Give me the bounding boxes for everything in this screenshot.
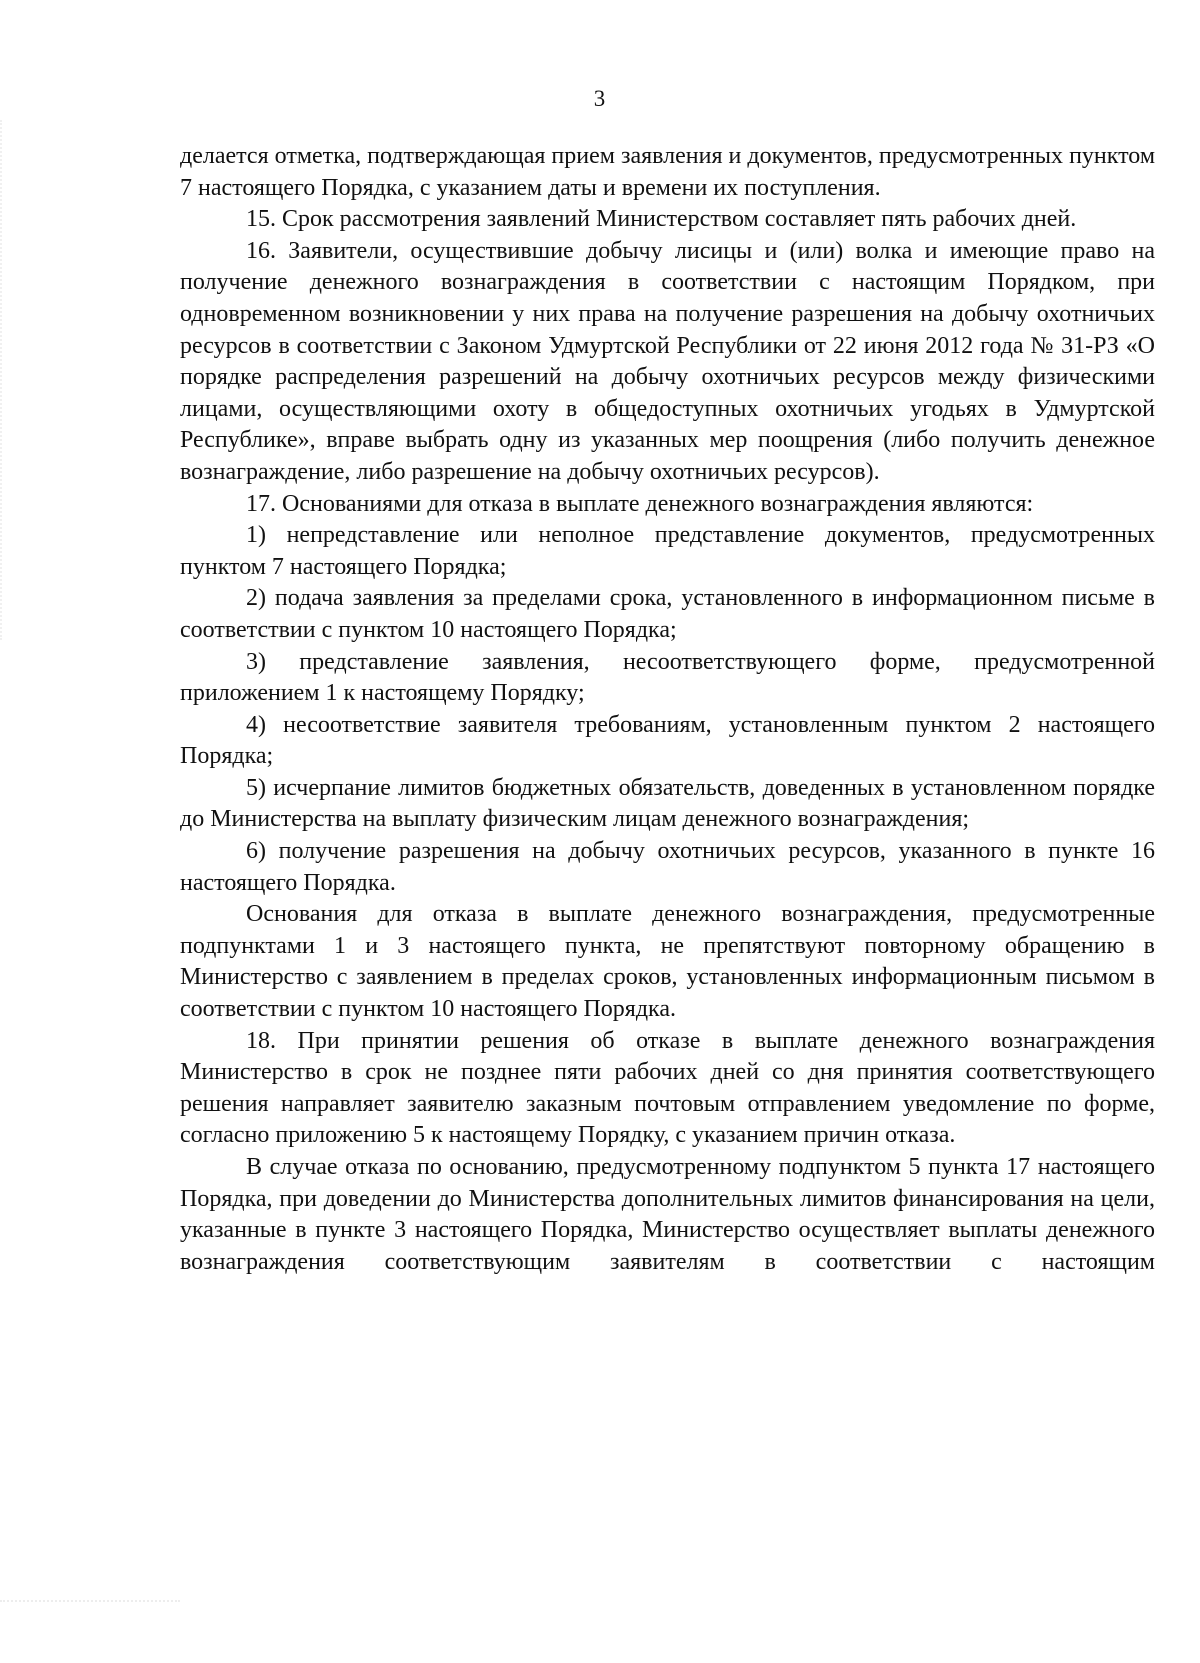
paragraph-clause-16: 16. Заявители, осуществившие добычу лисицы и (или) волка и имеющие право на получение денежного вознаграждения в соответствии с настоящим Порядком, при одновременном возникновении у них права на получение разрешения на добычу охотничьих ресурсов в соответствии с Законом Удмуртской Республики от 22 июня 2012 года № 31-РЗ «О порядке распределения разрешений на добычу охотничьих ресурсов между физическими лицами, осуществляющими охоту в общедоступных охотничьих угодьях в Удмуртской Республике», вправе выбрать одну из указанных мер поощрения (либо получить денежное вознаграждение, либо разрешение на добычу охотничьих ресурсов).	[180, 237, 1155, 485]
list-item-17-1: 1) непредставление или неполное представление документов, предусмотренных пунктом 7 настоящего Порядка;	[180, 522, 1155, 580]
document-body	[180, 141, 1155, 1278]
paragraph-continuation: делается отметка, подтверждающая прием заявления и документов, предусмотренных пунктом 7 настоящего Порядка, с указанием даты и времени их поступления.	[180, 143, 1155, 201]
scan-corner-noise	[0, 1600, 180, 1652]
paragraph-clause-17: 17. Основаниями для отказа в выплате денежного вознаграждения являются:	[246, 490, 1034, 517]
paragraph-clause-18: 18. При принятии решения об отказе в выплате денежного вознаграждения Министерство в срок не позднее пяти рабочих дней со дня принятия соответствующего решения направляет заявителю заказным почтовым отправлением уведомление по форме, согласно приложению 5 к настоящему Порядку, с указанием причин отказа.	[180, 1027, 1155, 1149]
list-item-17-5: 5) исчерпание лимитов бюджетных обязательств, доведенных в установленном порядке до Министерства на выплату физическим лицам денежного вознаграждения;	[180, 774, 1155, 833]
paragraph-clause-15: 15. Срок рассмотрения заявлений Министерством составляет пять рабочих дней.	[246, 206, 1077, 233]
list-item-17-6: 6) получение разрешения на добычу охотничьих ресурсов, указанного в пункте 16 настоящего Порядка.	[180, 838, 1155, 896]
page-number: 3	[593, 86, 607, 111]
paragraph-clause-17-note: Основания для отказа в выплате денежного вознаграждения, предусмотренные подпунктами 1 и 3 настоящего пункта, не препятствуют повторному обращению в Министерство с заявлением в пределах сроков, установленных информационным письмом в соответствии с пунктом 10 настоящего Порядка.	[180, 901, 1155, 1023]
list-item-17-3: 3) представление заявления, несоответствующего форме, предусмотренной приложением 1 к настоящему Порядку;	[180, 648, 1155, 707]
paragraph-clause-18-continued: В случае отказа по основанию, предусмотренному подпунктом 5 пункта 17 настоящего Порядка, при доведении до Министерства дополнительных лимитов финансирования на цели, указанные в пункте 3 настоящего Порядка, Министерство осуществляет выплаты денежного вознаграждения соответствующим заявителям в соответствии с настоящим	[180, 1154, 1155, 1275]
list-item-17-4: 4) несоответствие заявителя требованиям, установленным пунктом 2 настоящего Порядка;	[180, 711, 1155, 770]
scan-margin-noise	[0, 120, 42, 640]
list-item-17-2: 2) подача заявления за пределами срока, установленного в информационном письме в соответствии с пунктом 10 настоящего Порядка;	[180, 585, 1155, 643]
